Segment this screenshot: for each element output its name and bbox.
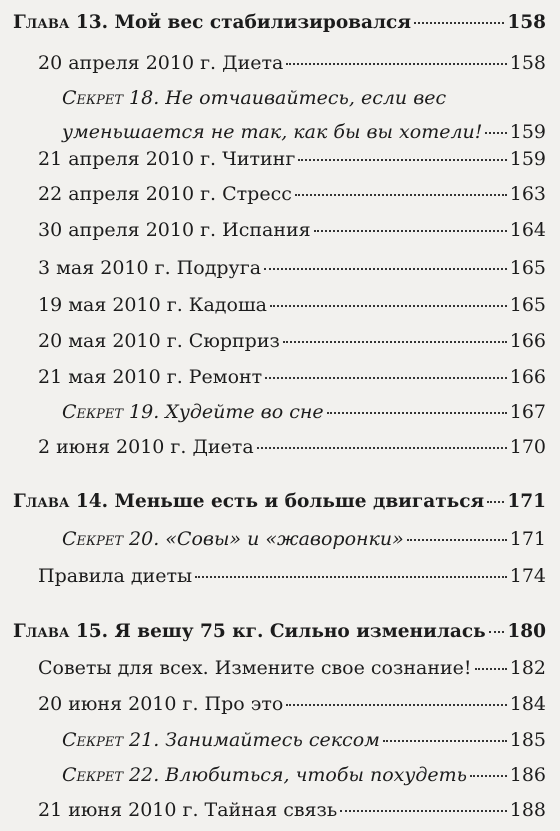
toc-sub-entry (38, 181, 546, 207)
toc-entry-title (38, 50, 283, 76)
toc-entry-title (62, 399, 324, 425)
toc-leader-dots (265, 377, 507, 379)
toc-sub-entry (38, 434, 546, 460)
toc-page-number: 159 (509, 148, 546, 170)
toc-entry-title (38, 364, 262, 390)
toc-leader-dots (475, 668, 507, 670)
toc-entry-text: 21 июня 2010 г. Тайная связь (38, 799, 338, 821)
toc-chapter-entry (13, 619, 546, 645)
toc-sub-entry (38, 364, 546, 390)
toc-leader-dots (264, 268, 507, 270)
toc-entry-text: 3 мая 2010 г. Подруга (38, 257, 262, 279)
toc-secret-entry (62, 727, 546, 753)
toc-secret-title: 18. Не отчаивайтесь, если вес (129, 87, 447, 109)
toc-page-number: 165 (509, 294, 546, 316)
toc-entry-text: Правила диеты (38, 565, 193, 587)
toc-entry-text: 20 апреля 2010 г. Диета (38, 52, 284, 74)
toc-chapter-entry (13, 10, 546, 36)
toc-page-number: 164 (509, 219, 546, 241)
toc-entry-text: 22. Влюбиться, чтобы похудеть (129, 764, 468, 786)
toc-sub-entry (38, 146, 546, 172)
toc-leader-dots (383, 740, 507, 742)
toc-leader-dots (298, 159, 506, 161)
toc-entry-title (13, 489, 484, 515)
toc-entry-title (38, 655, 472, 681)
toc-secret-entry (62, 526, 546, 552)
toc-entry-text: Советы для всех. Измените свое сознание! (38, 657, 472, 679)
toc-entry-text: 30 апреля 2010 г. Испания (38, 219, 311, 241)
toc-leader-dots (314, 230, 507, 232)
toc-page-number: 158 (507, 12, 546, 33)
toc-page-number: 185 (509, 729, 546, 751)
toc-leader-dots (283, 341, 507, 343)
toc-leader-dots (489, 631, 505, 633)
toc-entry-title (38, 181, 292, 207)
toc-leader-dots (195, 576, 507, 578)
toc-entry-title (38, 563, 192, 589)
toc-sub-entry (38, 50, 546, 76)
toc-secret-entry (62, 81, 546, 149)
toc-leader-dots (286, 704, 506, 706)
toc-sub-entry (38, 797, 546, 823)
toc-page-number: 163 (509, 183, 546, 205)
toc-page-number: 186 (509, 764, 546, 786)
toc-leader-dots (257, 447, 507, 449)
toc-page-number: 171 (507, 491, 546, 512)
toc-entry-title (38, 217, 311, 243)
toc-leader-dots (327, 412, 507, 414)
toc-sub-entry (38, 292, 546, 318)
toc-secret-label: Секрет (62, 87, 123, 109)
toc-entry-title (62, 526, 404, 552)
toc-page-number: 171 (509, 528, 546, 550)
toc-leader-dots (286, 63, 506, 65)
toc-sub-entry (38, 655, 546, 681)
toc-entry-title (13, 10, 411, 36)
toc-entry-title (38, 328, 280, 354)
toc-entry-title (38, 292, 267, 318)
toc-entry-text: 22 апреля 2010 г. Стресс (38, 183, 292, 205)
toc-entry-text: 13. Мой вес стабилизировался (75, 12, 411, 33)
toc-secret-title-cont: уменьшается не так, как бы вы хотели! (62, 121, 483, 143)
toc-leader-dots (340, 810, 506, 812)
toc-entry-title (38, 691, 283, 717)
toc-page-number: 170 (509, 436, 546, 458)
toc-entry-title (62, 762, 467, 788)
toc-secret-line2 (62, 115, 546, 149)
toc-sub-entry (38, 255, 546, 281)
toc-entry-title (62, 727, 380, 753)
toc-entry-text: 21 апреля 2010 г. Читинг (38, 148, 296, 170)
toc-chapter-entry (13, 489, 546, 515)
toc-sub-entry (38, 563, 546, 589)
toc-chapter-label: Глава (13, 621, 70, 642)
toc-entry-title (38, 434, 254, 460)
toc-leader-dots (407, 539, 507, 541)
toc-leader-dots (485, 132, 506, 134)
toc-page-number: 166 (509, 366, 546, 388)
toc-page-number: 159 (509, 121, 546, 143)
toc-page-number: 165 (509, 257, 546, 279)
toc-entry-title (38, 146, 295, 172)
toc-entry-title (38, 797, 337, 823)
toc-chapter-label: Глава (13, 491, 70, 512)
toc-entry-text: 20 июня 2010 г. Про это (38, 693, 284, 715)
toc-entry-text: 20. «Совы» и «жаворонки» (129, 528, 404, 550)
toc-entry-title (13, 619, 486, 645)
toc-sub-entry (38, 691, 546, 717)
toc-entry-text: 20 мая 2010 г. Сюрприз (38, 330, 280, 352)
toc-leader-dots (270, 305, 507, 307)
toc-page-number: 174 (509, 565, 546, 587)
toc-secret-label: Секрет (62, 729, 123, 751)
toc-secret-entry (62, 399, 546, 425)
toc-entry-text: 21. Занимайтесь сексом (129, 729, 380, 751)
toc-entry-text: 2 июня 2010 г. Диета (38, 436, 254, 458)
toc-leader-dots (295, 194, 507, 196)
toc-page-number: 180 (507, 621, 546, 642)
toc-secret-line1 (62, 81, 546, 115)
toc-secret-label: Секрет (62, 764, 123, 786)
toc-entry-text: 19 мая 2010 г. Кадоша (38, 294, 267, 316)
toc-secret-label: Секрет (62, 528, 123, 550)
toc-entry-title (38, 255, 261, 281)
toc-leader-dots (414, 22, 504, 24)
toc-page-number: 188 (509, 799, 546, 821)
toc-entry-text: 15. Я вешу 75 кг. Сильно изменилась (75, 621, 486, 642)
toc-secret-entry (62, 762, 546, 788)
toc-entry-text: 14. Меньше есть и больше двигаться (75, 491, 485, 512)
toc-sub-entry (38, 328, 546, 354)
toc-chapter-label: Глава (13, 12, 70, 33)
toc-entry-text: 21 мая 2010 г. Ремонт (38, 366, 263, 388)
toc-sub-entry (38, 217, 546, 243)
toc-leader-dots (470, 775, 507, 777)
toc-page-number: 184 (509, 693, 546, 715)
toc-page-number: 167 (509, 401, 546, 423)
toc-secret-label: Секрет (62, 401, 123, 423)
toc-page-number: 182 (509, 657, 546, 679)
toc-leader-dots (487, 501, 504, 503)
toc-page-number: 158 (509, 52, 546, 74)
toc-page-number: 166 (509, 330, 546, 352)
toc-entry-text: 19. Худейте во сне (129, 401, 324, 423)
